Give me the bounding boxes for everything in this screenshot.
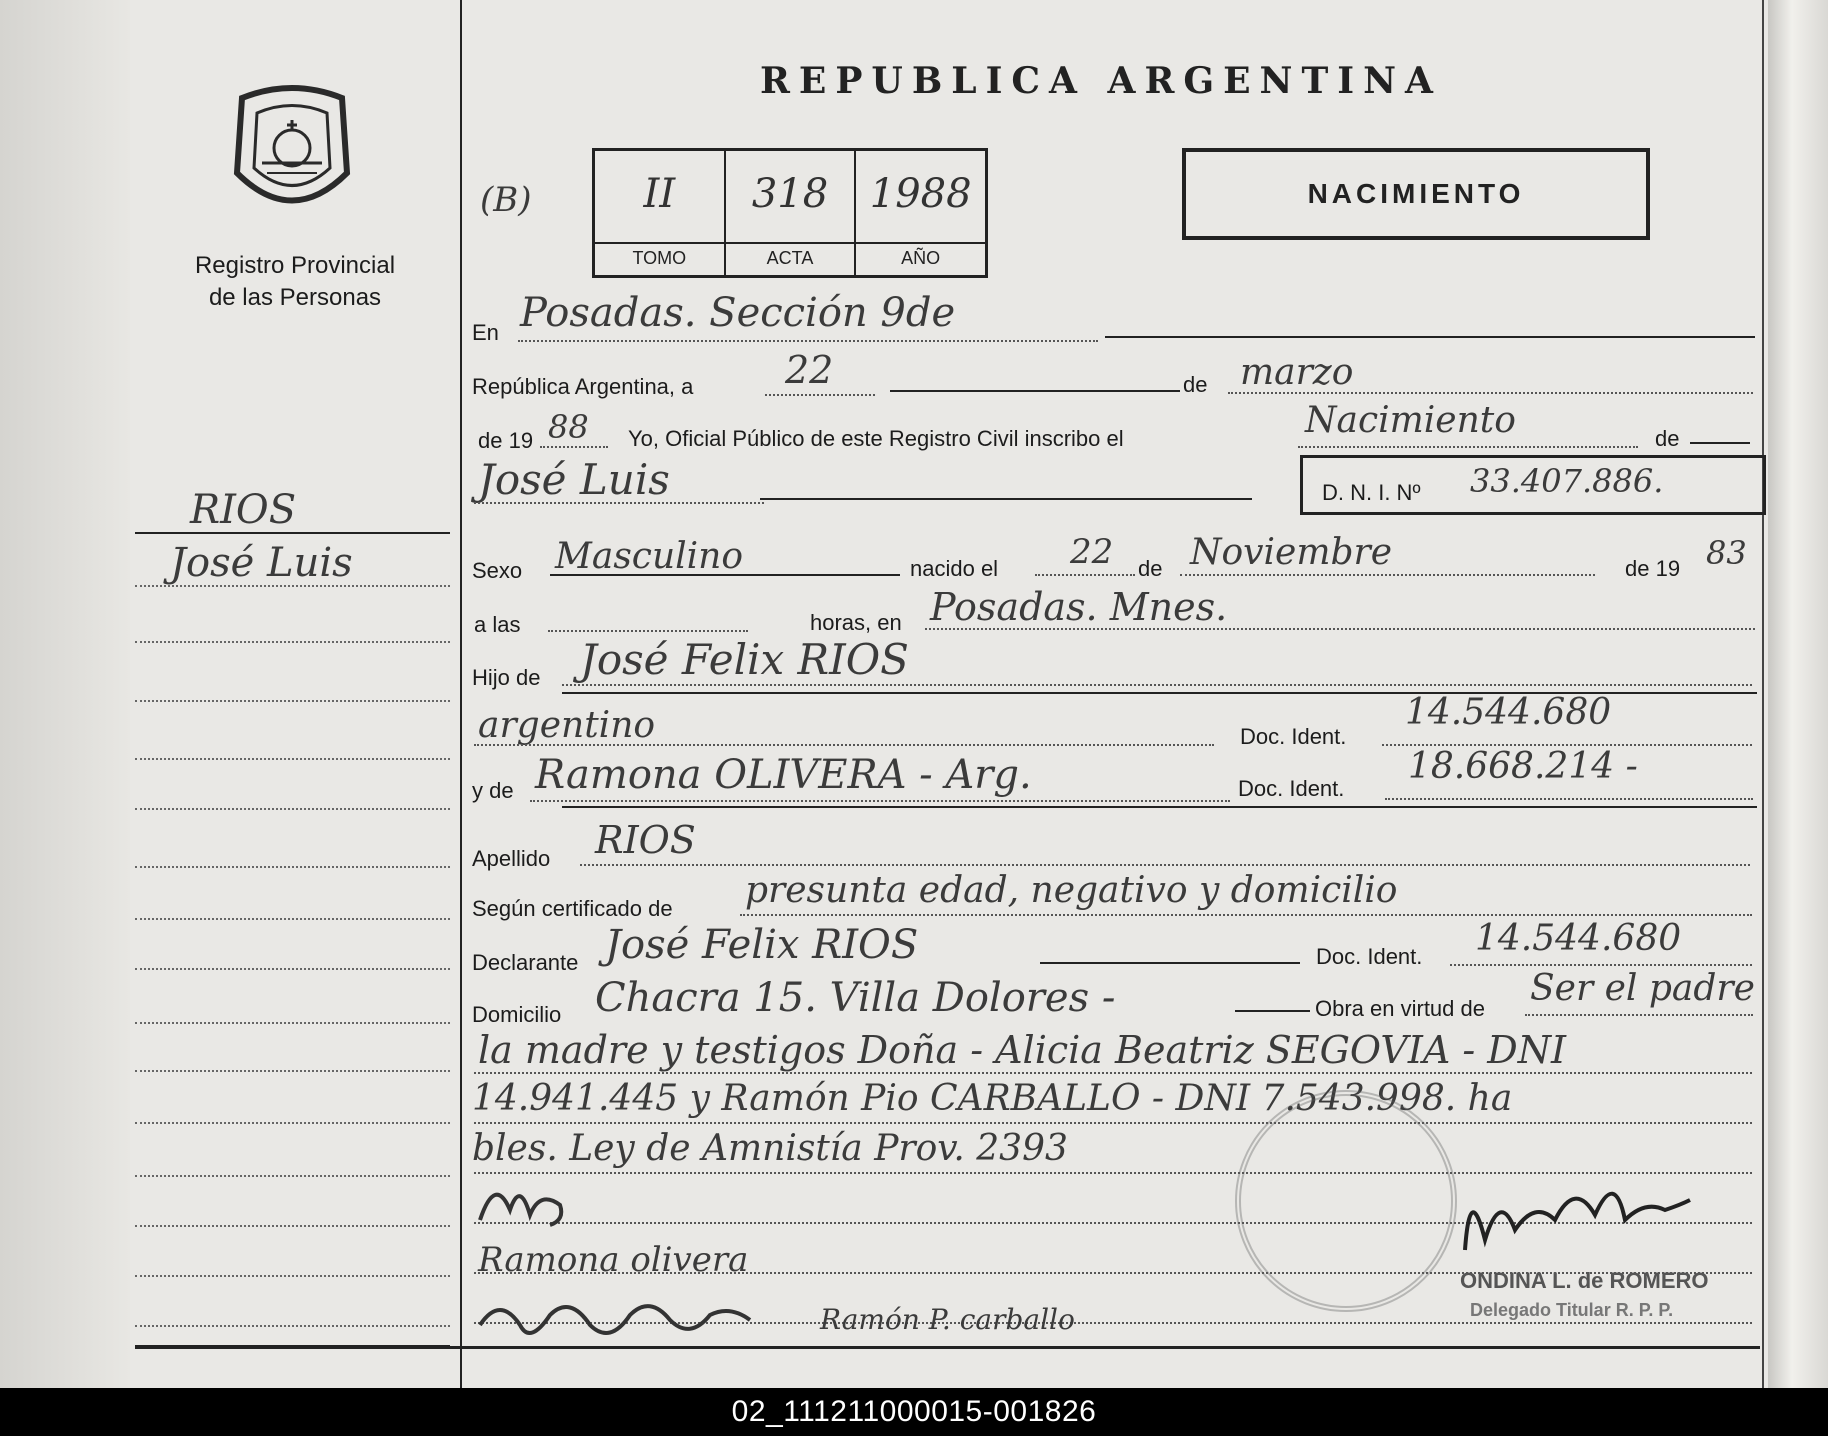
apellido-line (580, 864, 1750, 866)
birth-day: 22 (1070, 532, 1114, 572)
month-value: marzo (1240, 352, 1354, 393)
tomo-cell (595, 151, 726, 275)
declarante-rule (1040, 962, 1300, 964)
mother-rule (562, 806, 1757, 808)
de19-label: de 19 (478, 428, 534, 453)
father-doc-label: Doc. Ident. (1240, 724, 1347, 749)
name-value: José Luis (478, 455, 670, 504)
margin-line (135, 918, 450, 920)
margin-surname: RIOS (190, 487, 297, 533)
continuation-line-a: la madre y testigos Doña - Alicia Beatriz SEGOVIA - DNI (478, 1028, 1567, 1072)
sexo-value: Masculino (555, 536, 744, 577)
mother-line (530, 800, 1230, 802)
birth-place-line (925, 628, 1755, 630)
mother-doc: 18.668.214 - (1408, 746, 1638, 787)
ano-label: AÑO (856, 242, 985, 269)
en-line (518, 340, 1098, 342)
name-line (474, 502, 764, 504)
margin-line (135, 1175, 450, 1177)
margin-line (135, 758, 450, 760)
segun-value: presunta edad, negativo y domicilio (745, 870, 1398, 911)
official-title: Delegado Titular R. P. P. (1470, 1300, 1674, 1320)
y-de-label: y de (472, 778, 514, 803)
margin-rule (135, 532, 450, 534)
obra-label: Obra en virtud de (1315, 996, 1485, 1021)
official-signature-icon (1455, 1160, 1695, 1270)
de-rule (1690, 442, 1750, 444)
dni-label: D. N. I. Nº (1322, 480, 1421, 505)
margin-line (135, 866, 450, 868)
ano-value: 1988 (869, 171, 972, 217)
domicilio-value: Chacra 15. Villa Dolores - (595, 975, 1116, 1021)
margin-line (135, 700, 450, 702)
birth-year: 83 (1706, 534, 1747, 572)
misiones-seal-icon (222, 78, 362, 228)
page-shadow (0, 0, 130, 1388)
continuation-line-b: 14.941.445 y Ramón Pio CARBALLO - DNI 7.543.998. ha (472, 1078, 1513, 1119)
column-divider (460, 0, 462, 1388)
obra-value: Ser el padre (1530, 968, 1755, 1009)
de-label: de (1183, 372, 1208, 397)
continuation-line-c: bles. Ley de Amnistía Prov. 2393 (472, 1128, 1068, 1169)
margin-line (135, 1022, 450, 1024)
yo-text: Yo, Oficial Público de este Registro Civil inscribo el (628, 426, 1124, 451)
alas-label: a las (474, 612, 521, 637)
inscribe-line (1298, 446, 1638, 448)
tomo-label: TOMO (595, 242, 724, 269)
continuation-rule-a (474, 1072, 1752, 1074)
apellido-value: RIOS (595, 818, 696, 862)
margin-line (135, 1225, 450, 1227)
alas-line (548, 630, 748, 632)
acta-label: ACTA (726, 242, 855, 269)
domicilio-rule (1235, 1010, 1310, 1012)
official-stamp (1235, 1090, 1457, 1312)
registry-line1: Registro Provincial (194, 252, 396, 279)
en-value: Posadas. Sección 9de (520, 290, 956, 336)
day-line (765, 394, 875, 396)
year-value: 88 (548, 408, 589, 446)
hijo-label: Hijo de (472, 665, 541, 690)
signature-mother: Ramona olivera (478, 1240, 749, 1280)
horas-label: horas, en (810, 610, 902, 635)
signature-carballo: Ramón P. carballo (820, 1303, 1075, 1336)
segun-line (740, 914, 1752, 916)
margin-line (135, 585, 450, 587)
acta-value: 318 (751, 171, 829, 217)
declarante-label: Declarante (472, 950, 579, 975)
margin-line (135, 808, 450, 810)
bottom-rule (135, 1346, 1760, 1349)
margin-line (135, 1070, 450, 1072)
registry-name (160, 250, 430, 314)
mid-rule (890, 390, 1180, 392)
dni-value: 33.407.886. (1470, 462, 1664, 500)
hand-mark: (B) (480, 180, 532, 220)
image-id-caption: 02_111211000015-001826 (0, 1388, 1828, 1436)
sexo-label: Sexo (472, 558, 523, 583)
acta-cell (726, 151, 857, 275)
mother-doc-label: Doc. Ident. (1238, 776, 1345, 801)
father-line (562, 684, 1752, 686)
en-rule (1105, 336, 1755, 338)
margin-line (135, 1122, 450, 1124)
father-nat-line (474, 744, 1214, 746)
ano-cell (856, 151, 985, 275)
year-line (540, 446, 608, 448)
mother-doc-line (1385, 798, 1753, 800)
domicilio-label: Domicilio (472, 1002, 562, 1027)
country-title: REPUBLICA ARGENTINA (760, 60, 1442, 102)
father-doc: 14.544.680 (1405, 692, 1612, 733)
nacido-label: nacido el (910, 556, 999, 581)
birth-place: Posadas. Mnes. (930, 585, 1228, 629)
registry-line2: de las Personas (208, 284, 382, 311)
birth-month-line (1180, 574, 1595, 576)
segun-label: Según certificado de (472, 896, 673, 921)
apellido-label: Apellido (472, 846, 551, 871)
de-label-3: de (1138, 556, 1163, 581)
declarant-signature-icon (470, 1170, 580, 1240)
page-edge (1768, 0, 1828, 1388)
continuation-rule-b (474, 1122, 1752, 1124)
margin-line (135, 641, 450, 643)
margin-line (135, 968, 450, 970)
official-name: ONDINA L. de ROMERO (1460, 1268, 1709, 1293)
de-label-2: de (1655, 426, 1680, 451)
day-value: 22 (785, 348, 834, 392)
declarante-doc-line (1450, 964, 1752, 966)
republica-label: República Argentina, a (472, 374, 694, 399)
birth-month: Noviembre (1190, 532, 1393, 573)
margin-given-names: José Luis (170, 540, 353, 586)
declarante-doc: 14.544.680 (1475, 918, 1682, 959)
witness-signature-icon (470, 1285, 790, 1355)
birth-day-line (1035, 574, 1135, 576)
reference-box (592, 148, 988, 278)
father-nationality: argentino (478, 705, 656, 746)
document-type-box: NACIMIENTO (1182, 148, 1650, 240)
tomo-value: II (643, 171, 676, 217)
de19-label-2: de 19 (1625, 556, 1681, 581)
name-rule (760, 498, 1252, 500)
declarante-doc-label: Doc. Ident. (1316, 944, 1423, 969)
margin-line (135, 1325, 450, 1327)
en-label: En (472, 320, 499, 345)
mother-name: Ramona OLIVERA - Arg. (535, 752, 1032, 798)
right-border (1762, 0, 1764, 1388)
sexo-rule (550, 574, 900, 576)
margin-line (135, 1275, 450, 1277)
obra-line (1525, 1014, 1753, 1016)
month-line (1228, 392, 1753, 394)
inscribe-value: Nacimiento (1305, 400, 1516, 441)
father-name: José Felix RIOS (580, 635, 909, 684)
declarante-value: José Felix RIOS (605, 922, 919, 968)
